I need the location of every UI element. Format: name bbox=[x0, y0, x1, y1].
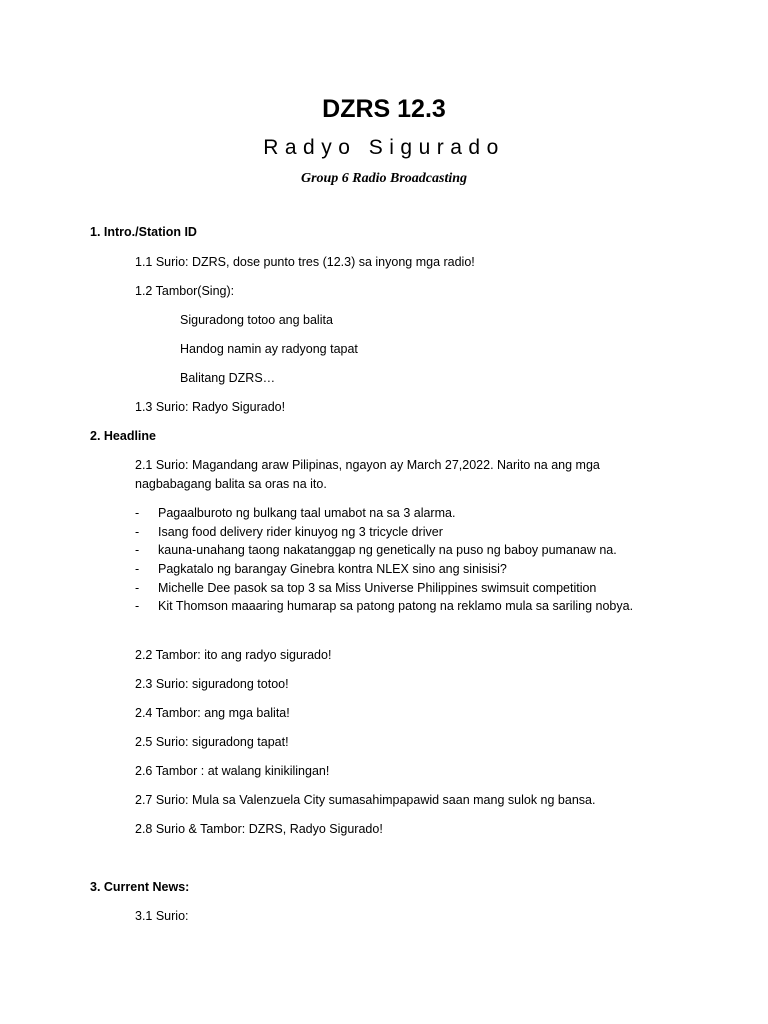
bullet-marker: - bbox=[135, 581, 140, 595]
bullet-marker: - bbox=[135, 506, 140, 520]
bullet-marker: - bbox=[135, 562, 140, 576]
script-line-2-1: 2.1 Surio: Magandang araw Pilipinas, ngayon ay March 27,2022. Narito na ang mga bbox=[135, 458, 600, 472]
script-line-2-6: 2.6 Tambor : at walang kinikilingan! bbox=[135, 764, 330, 778]
script-line-1-3: 1.3 Surio: Radyo Sigurado! bbox=[135, 400, 286, 414]
bullet-marker: - bbox=[135, 599, 140, 613]
script-line-2-3: 2.3 Surio: siguradong totoo! bbox=[135, 677, 289, 691]
bullet-marker: - bbox=[135, 543, 140, 557]
script-line-2-8: 2.8 Surio & Tambor: DZRS, Radyo Sigurado! bbox=[135, 822, 383, 836]
section-heading-intro: 1. Intro./Station ID bbox=[90, 225, 197, 239]
script-line-2-5: 2.5 Surio: siguradong tapat! bbox=[135, 735, 289, 749]
lyric-line: Siguradong totoo ang balita bbox=[180, 313, 333, 327]
script-line-2-7: 2.7 Surio: Mula sa Valenzuela City sumasahimpapawid saan mang sulok ng bansa. bbox=[135, 793, 596, 807]
lyric-line: Balitang DZRS… bbox=[180, 371, 276, 385]
bullet-text: Michelle Dee pasok sa top 3 sa Miss Universe Philippines swimsuit competition bbox=[158, 581, 597, 595]
script-line-3-1: 3.1 Surio: bbox=[135, 909, 189, 923]
bullet-text: Kit Thomson maaaring humarap sa patong patong na reklamo mula sa sariling nobya. bbox=[158, 599, 634, 613]
script-line-2-1-cont: nagbabagang balita sa oras na ito. bbox=[135, 477, 327, 491]
script-line-1-1: 1.1 Surio: DZRS, dose punto tres (12.3) sa inyong mga radio! bbox=[135, 255, 475, 269]
script-line-2-4: 2.4 Tambor: ang mga balita! bbox=[135, 706, 290, 720]
section-heading-headline: 2. Headline bbox=[90, 429, 156, 443]
bullet-text: Pagkatalo ng barangay Ginebra kontra NLEX sino ang sinisisi? bbox=[158, 562, 507, 576]
document-subtitle: Radyo Sigurado bbox=[263, 136, 505, 159]
bullet-marker: - bbox=[135, 525, 140, 539]
document-tagline: Group 6 Radio Broadcasting bbox=[300, 171, 468, 186]
bullet-text: Isang food delivery rider kinuyog ng 3 tricycle driver bbox=[158, 525, 443, 539]
script-line-1-2: 1.2 Tambor(Sing): bbox=[135, 284, 235, 298]
lyric-line: Handog namin ay radyong tapat bbox=[180, 342, 358, 356]
script-line-2-2: 2.2 Tambor: ito ang radyo sigurado! bbox=[135, 648, 332, 662]
bullet-text: Pagaalburoto ng bulkang taal umabot na sa 3 alarma. bbox=[158, 506, 456, 520]
section-heading-current-news: 3. Current News: bbox=[90, 880, 190, 894]
bullet-text: kauna-unahang taong nakatanggap ng genetically na puso ng baboy pumanaw na. bbox=[158, 543, 617, 557]
document-title: DZRS 12.3 bbox=[322, 95, 446, 123]
